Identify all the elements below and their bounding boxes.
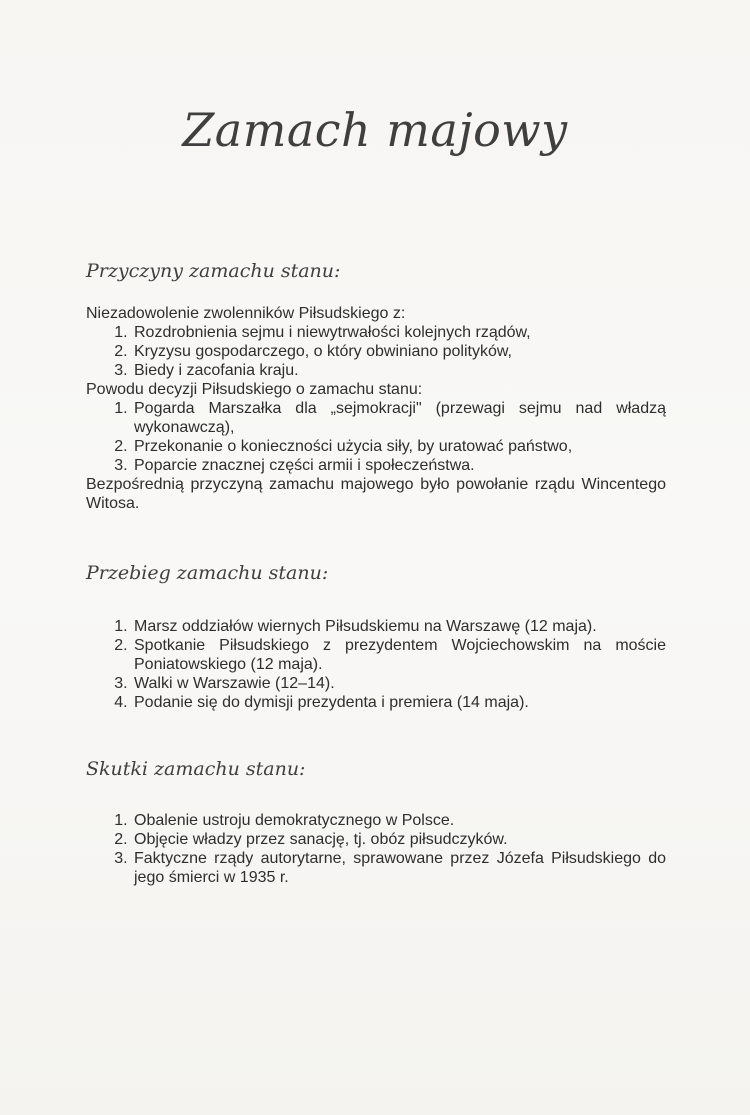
list-item: 3. Biedy i zacofania kraju. xyxy=(132,361,666,380)
list-item: 1. Marsz oddziałów wiernych Piłsudskiemu na Warszawę (12 maja). xyxy=(132,617,666,636)
list-item: 3. Walki w Warszawie (12–14). xyxy=(132,674,666,693)
list-item: 2. Kryzysu gospodarczego, o który obwiniano polityków, xyxy=(132,342,666,361)
list-item: 2. Objęcie władzy przez sanację, tj. obóz piłsudczyków. xyxy=(132,830,666,849)
causes-list-1 xyxy=(86,323,666,380)
effects-list xyxy=(86,811,666,887)
causes-intro-2: Powodu decyzji Piłsudskiego o zamachu stanu: xyxy=(86,381,423,398)
section-course-body xyxy=(86,617,666,712)
section-heading-effects: Skutki zamachu stanu: xyxy=(86,758,306,780)
causes-list-2 xyxy=(86,399,666,475)
list-item: 3. Faktyczne rządy autorytarne, sprawowane przez Józefa Piłsudskiego do jego śmierci w 1935 r. xyxy=(132,849,666,887)
list-item: 1. Pogarda Marszałka dla „sejmokracji" (przewagi sejmu nad władzą wykonawczą), xyxy=(132,399,666,437)
list-item: 2. Przekonanie o konieczności użycia siły, by uratować państwo, xyxy=(132,437,666,456)
section-effects-body xyxy=(86,811,666,887)
section-heading-course: Przebieg zamachu stanu: xyxy=(86,562,329,584)
list-item: 1. Rozdrobnienia sejmu i niewytrwałości kolejnych rządów, xyxy=(132,323,666,342)
list-item: 2. Spotkanie Piłsudskiego z prezydentem Wojciechowskim na moście Poniatowskiego (12 maja). xyxy=(132,636,666,674)
page-title: Zamach majowy xyxy=(182,103,568,157)
causes-intro-1: Niezadowolenie zwolenników Piłsudskiego z: xyxy=(86,305,406,322)
section-causes-body xyxy=(86,304,666,513)
list-item: 4. Podanie się do dymisji prezydenta i premiera (14 maja). xyxy=(132,693,666,712)
list-item: 1. Obalenie ustroju demokratycznego w Polsce. xyxy=(132,811,666,830)
causes-outro: Bezpośrednią przyczyną zamachu majowego było powołanie rządu Wincentego Witosa. xyxy=(86,476,666,512)
course-list xyxy=(86,617,666,712)
section-heading-causes: Przyczyny zamachu stanu: xyxy=(86,260,341,282)
list-item: 3. Poparcie znacznej części armii i społeczeństwa. xyxy=(132,456,666,475)
